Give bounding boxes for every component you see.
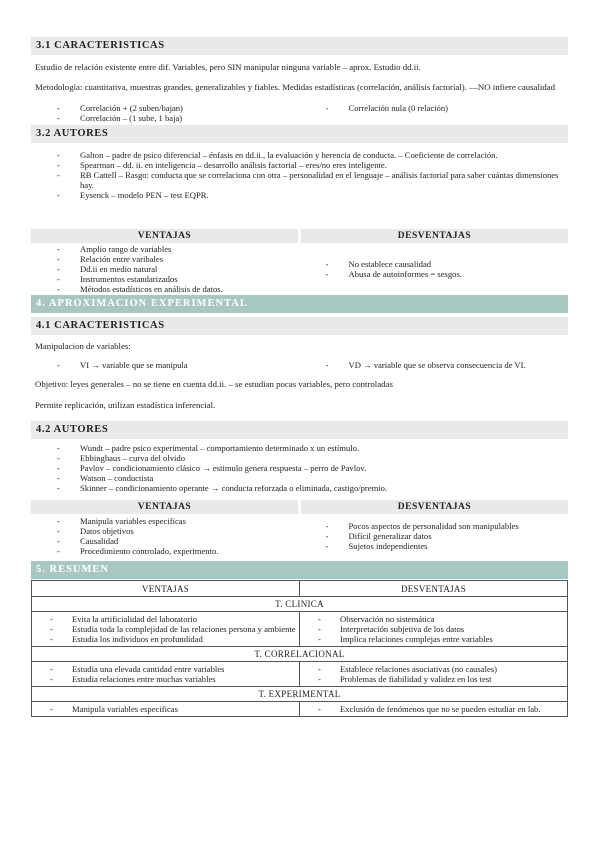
desventajas-heading: DESVENTAJAS (301, 500, 568, 514)
table-header-ventajas: VENTAJAS (32, 581, 300, 597)
list-item: - Instrumentos estandarizados (31, 274, 300, 284)
section-heading-3-2: 3.2 AUTORES (31, 125, 568, 143)
list-item: - Correlación + (2 suben/bajan) (31, 103, 300, 113)
list-item: - Galton – padre de psico diferencial – énfasis en dd.ii., la evaluación y herencia de conducta. – Coeficiente de correlación. (31, 150, 561, 160)
authors-list-3-2 (31, 150, 561, 200)
table-row (32, 612, 568, 647)
list-item: - Eysenck – modelo PEN – test EQPR. (31, 190, 561, 200)
summary-table (31, 580, 568, 717)
section-heading-4-1: 4.1 CARACTERISTICAS (31, 317, 568, 335)
table-cell (32, 612, 300, 647)
list-item: - Evita la artificialidad del laboratorio (32, 614, 299, 624)
desventajas-list (300, 521, 569, 551)
correlation-list-right (300, 103, 569, 123)
table-cell (300, 702, 568, 717)
section-heading-4-2: 4.2 AUTORES (31, 421, 568, 439)
list-item: - Relación entre varibales (31, 254, 300, 264)
paragraph-manipulacion: Manipulacion de variables: (35, 341, 131, 351)
list-item: - Causalidad (31, 536, 300, 546)
list-item: - Skinner – condicionamiento operante → conducta reforzada o eliminada, castigo/premio. (31, 483, 568, 493)
table-cell (300, 662, 568, 687)
table-row (32, 702, 568, 717)
table-cell (32, 662, 300, 687)
desventajas-list (300, 259, 569, 279)
list-item: - No establece causalidad (300, 259, 569, 269)
list-item: - Estudia una elevada cantidad entre variables (32, 664, 299, 674)
table-row (32, 662, 568, 687)
section-heading-3-1: 3.1 CARACTERISTICAS (31, 37, 568, 55)
list-item: - VI → variable que se manipula (31, 360, 300, 370)
cell-list (32, 664, 299, 684)
ventajas-list (31, 244, 300, 294)
list-item: - VD → variable que se observa consecuencia de VI. (300, 360, 569, 370)
table-cell (300, 612, 568, 647)
ventajas-heading: VENTAJAS (31, 500, 298, 514)
list-item: - Abusa de autoinformes = sesgos. (300, 269, 569, 279)
table-header-row (32, 581, 568, 597)
list-item: - Estudia relaciones entre muchas variables (32, 674, 299, 684)
list-item: - Sujetos independientes (300, 541, 569, 551)
cell-list (300, 664, 567, 684)
list-item: - Correlación nula (0 relación) (300, 103, 569, 113)
list-item: - Datos objetivos (31, 526, 300, 536)
paragraph-estudio: Estudio de relación existente entre dif. Variables, pero SIN manipular ninguna variable – aprox. Estudio dd.ii. (35, 62, 421, 72)
cell-list (300, 704, 567, 714)
list-item: - Difícil generalizar datos (300, 531, 569, 541)
list-item: - Manipula variables especificas (31, 516, 300, 526)
variables-list-right (300, 360, 569, 370)
list-item: - Métodos estadísticos en análisis de datos. (31, 284, 300, 294)
section-heading-4: 4. APROXIMACION EXPERIMENTAL (31, 295, 568, 313)
paragraph-metodologia: Metodología: cuantitativa, muestras grandes, generalizables y fiables. Medidas estadísticas (correlación, análisis factorial). —NO infiere causalidad (35, 82, 556, 92)
list-item: - Manipula variables especificas (32, 704, 299, 714)
cell-list (32, 704, 299, 714)
list-item: - Amplio rango de variables (31, 244, 300, 254)
table-cell (32, 702, 300, 717)
list-item: - Watson – conductista (31, 473, 568, 483)
table-header-desventajas: DESVENTAJAS (300, 581, 568, 597)
list-item: - Correlación – (1 sube, 1 baja) (31, 113, 300, 123)
correlation-list-left (31, 103, 300, 123)
table-section-row (32, 647, 568, 662)
pros-cons-lists-2 (31, 516, 568, 556)
list-item: - Procedimiento controlado, experimento. (31, 546, 300, 556)
authors-list-4-2 (31, 443, 568, 493)
list-item: - Wundt – padre psico experimental – comportamiento determinado x un estímulo. (31, 443, 568, 453)
list-item: - Dd.ii en medio natural (31, 264, 300, 274)
variables-list-left (31, 360, 300, 370)
section-heading-5: 5. RESUMEN (31, 561, 568, 579)
document-page (31, 37, 568, 717)
list-item: - RB Cattell – Rasgo: conducta que se correlaciona con otra – personalidad en el lenguaje – análisis factorial para saber cuántas dimensiones hay. (31, 170, 561, 190)
ventajas-list (31, 516, 300, 556)
table-section-row (32, 687, 568, 702)
list-item: - Problemas de fiabilidad y validez en los test (300, 674, 567, 684)
cell-list (300, 614, 567, 644)
desventajas-heading: DESVENTAJAS (301, 229, 568, 243)
list-item: - Ebbinghaus – curva del olvido (31, 453, 568, 463)
list-item: - Establece relaciones asociativas (no causales) (300, 664, 567, 674)
pros-cons-lists-1 (31, 244, 568, 294)
list-item: - Implica relaciones complejas entre variables (300, 634, 567, 644)
pros-cons-header-1 (31, 229, 568, 243)
table-section-correlacional: T. CORRELACIONAL (32, 647, 568, 662)
list-item: - Interpretación subjetiva de los datos (300, 624, 567, 634)
list-item: - Observación no sistemática (300, 614, 567, 624)
list-item: - Exclusión de fenómenos que no se pueden estudiar en lab. (300, 704, 567, 714)
list-item: - Estudia toda la complejidad de las relaciones persona y ambiente (32, 624, 299, 634)
list-item: - Pavlov – condicionamiento clásico → estimulo genera respuesta – perro de Pavlov. (31, 463, 568, 473)
cell-list (32, 614, 299, 644)
list-item: - Estudia los individuos en profundidad (32, 634, 299, 644)
ventajas-heading: VENTAJAS (31, 229, 298, 243)
table-section-clinica: T. CLINICA (32, 597, 568, 612)
paragraph-objetivo: Objetivo: leyes generales – no se tiene en cuenta dd.ii. – se estudian pocas variables, pero controladas (35, 379, 393, 389)
correlation-list (31, 103, 568, 123)
table-section-row (32, 597, 568, 612)
pros-cons-header-2 (31, 500, 568, 514)
variables-list (31, 360, 568, 370)
paragraph-replicacion: Permite replicación, utilizan estadística inferencial. (35, 400, 216, 410)
list-item: - Spearman – dd. ii. en inteligencia – desarrollo análisis factorial – eres/no eres inteligente. (31, 160, 561, 170)
table-section-experimental: T. EXPERIMENTAL (32, 687, 568, 702)
list-item: - Pocos aspectos de personalidad son manipulables (300, 521, 569, 531)
